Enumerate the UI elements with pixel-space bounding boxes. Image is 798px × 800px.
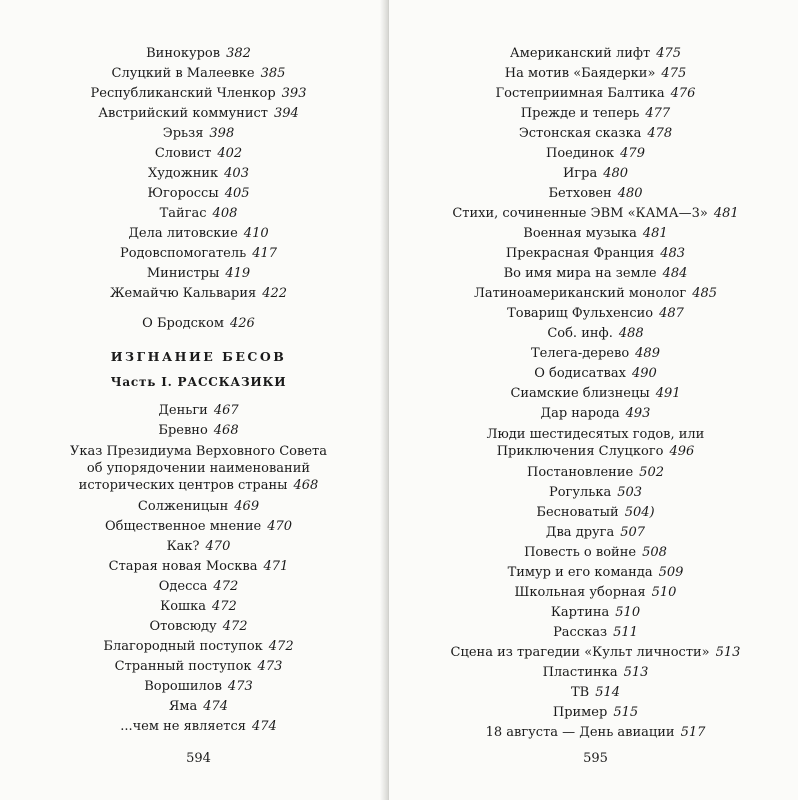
- toc-entry: Республиканский Членкор 393: [90, 86, 307, 101]
- toc-entry: Соб. инф. 488: [547, 326, 644, 341]
- toc-entry: ТВ 514: [570, 685, 621, 700]
- toc-entry: Общественное мнение 470: [104, 519, 293, 534]
- toc-entry-multiline: Люди шестидесятых годов, или Приключения Слуцкого 496: [486, 427, 705, 459]
- toc-entry: О бодисатвах 490: [534, 366, 657, 381]
- toc-entry: Прежде и теперь 477: [520, 106, 671, 121]
- toc-entry: Игра 480: [562, 166, 629, 181]
- toc-entry: На мотив «Баядерки» 475: [504, 66, 687, 81]
- toc-entry: Солженицын 469: [137, 499, 260, 514]
- toc-entry: Рассказ 511: [553, 625, 638, 640]
- page-number: 595: [583, 751, 608, 766]
- toc-list-right: [389, 44, 798, 743]
- toc-entry-multiline: Указ Президиума Верховного Совета об упорядочении наименований исторических центров страны 468: [70, 444, 327, 493]
- toc-entry: Бесноватый 504): [536, 505, 655, 520]
- toc-entry: Сцена из трагедии «Культ личности» 513: [450, 645, 741, 660]
- toc-entry: Югороссы 405: [147, 186, 250, 201]
- toc-entry: Тайгас 408: [159, 206, 238, 221]
- toc-entry: Бетховен 480: [548, 186, 643, 201]
- toc-entry: Повесть о войне 508: [524, 545, 667, 560]
- toc-entry: Министры 419: [146, 266, 251, 281]
- toc-entry: Отовсюду 472: [149, 619, 248, 634]
- spacer: [0, 304, 387, 314]
- toc-list-left: [0, 44, 387, 737]
- toc-entry: Постановление 502: [527, 465, 664, 480]
- toc-entry: Школьная уборная 510: [514, 585, 677, 600]
- toc-entry: Картина 510: [550, 605, 641, 620]
- toc-entry: Гостеприимная Балтика 476: [495, 86, 696, 101]
- toc-entry: Сиамские близнецы 491: [510, 386, 681, 401]
- toc-entry: Пластинка 513: [542, 665, 649, 680]
- toc-entry: Винокуров 382: [146, 46, 251, 61]
- toc-entry: Художник 403: [148, 166, 249, 181]
- toc-entry: Жемайчю Кальвария 422: [109, 286, 288, 301]
- toc-entry: Стихи, сочиненные ЭВМ «КАМА—3» 481: [452, 206, 739, 221]
- toc-entry: Странный поступок 473: [114, 659, 283, 674]
- part-title: Часть I. РАССКАЗИКИ: [110, 375, 287, 389]
- toc-entry: Прекрасная Франция 483: [505, 246, 686, 261]
- section-title: ИЗГНАНИЕ БЕСОВ: [110, 349, 287, 364]
- toc-entry: Кошка 472: [160, 599, 237, 614]
- toc-entry: Слуцкий в Малеевке 385: [111, 66, 286, 81]
- toc-entry: Благородный поступок 472: [103, 639, 294, 654]
- toc-entry: О Бродском 426: [142, 316, 255, 331]
- page-number: 594: [186, 751, 211, 766]
- right-page: [389, 0, 798, 800]
- toc-entry: Словист 402: [154, 146, 243, 161]
- toc-entry: Латиноамериканский монолог 485: [473, 286, 718, 301]
- toc-entry: Дар народа 493: [540, 406, 651, 421]
- toc-entry: ...чем не является 474: [120, 719, 277, 734]
- toc-entry: Рогулька 503: [548, 485, 643, 500]
- toc-entry: Дела литовские 410: [128, 226, 269, 241]
- toc-entry: Австрийский коммунист 394: [98, 106, 299, 121]
- toc-entry: Два друга 507: [545, 525, 646, 540]
- toc-entry: Тимур и его команда 509: [507, 565, 684, 580]
- toc-entry: Во имя мира на земле 484: [503, 266, 688, 281]
- toc-entry: Поединок 479: [546, 146, 645, 161]
- toc-entry: Эрьзя 398: [162, 126, 235, 141]
- toc-entry: Бревно 468: [158, 423, 239, 438]
- toc-entry: Ворошилов 473: [144, 679, 253, 694]
- toc-entry: Родовспомогатель 417: [119, 246, 278, 261]
- toc-entry: Яма 474: [168, 699, 229, 714]
- toc-entry: 18 августа — День авиации 517: [485, 725, 706, 740]
- toc-entry: Одесса 472: [158, 579, 239, 594]
- toc-entry: Старая новая Москва 471: [108, 559, 289, 574]
- toc-entry: Пример 515: [552, 705, 639, 720]
- toc-entry: Военная музыка 481: [523, 226, 668, 241]
- toc-entry: Деньги 467: [158, 403, 239, 418]
- toc-entry: Эстонская сказка 478: [518, 126, 673, 141]
- left-page: [0, 0, 387, 800]
- toc-entry: Американский лифт 475: [509, 46, 682, 61]
- toc-entry: Товарищ Фульхенсио 487: [507, 306, 684, 321]
- toc-entry: Телега-дерево 489: [531, 346, 660, 361]
- toc-entry: Как? 470: [166, 539, 231, 554]
